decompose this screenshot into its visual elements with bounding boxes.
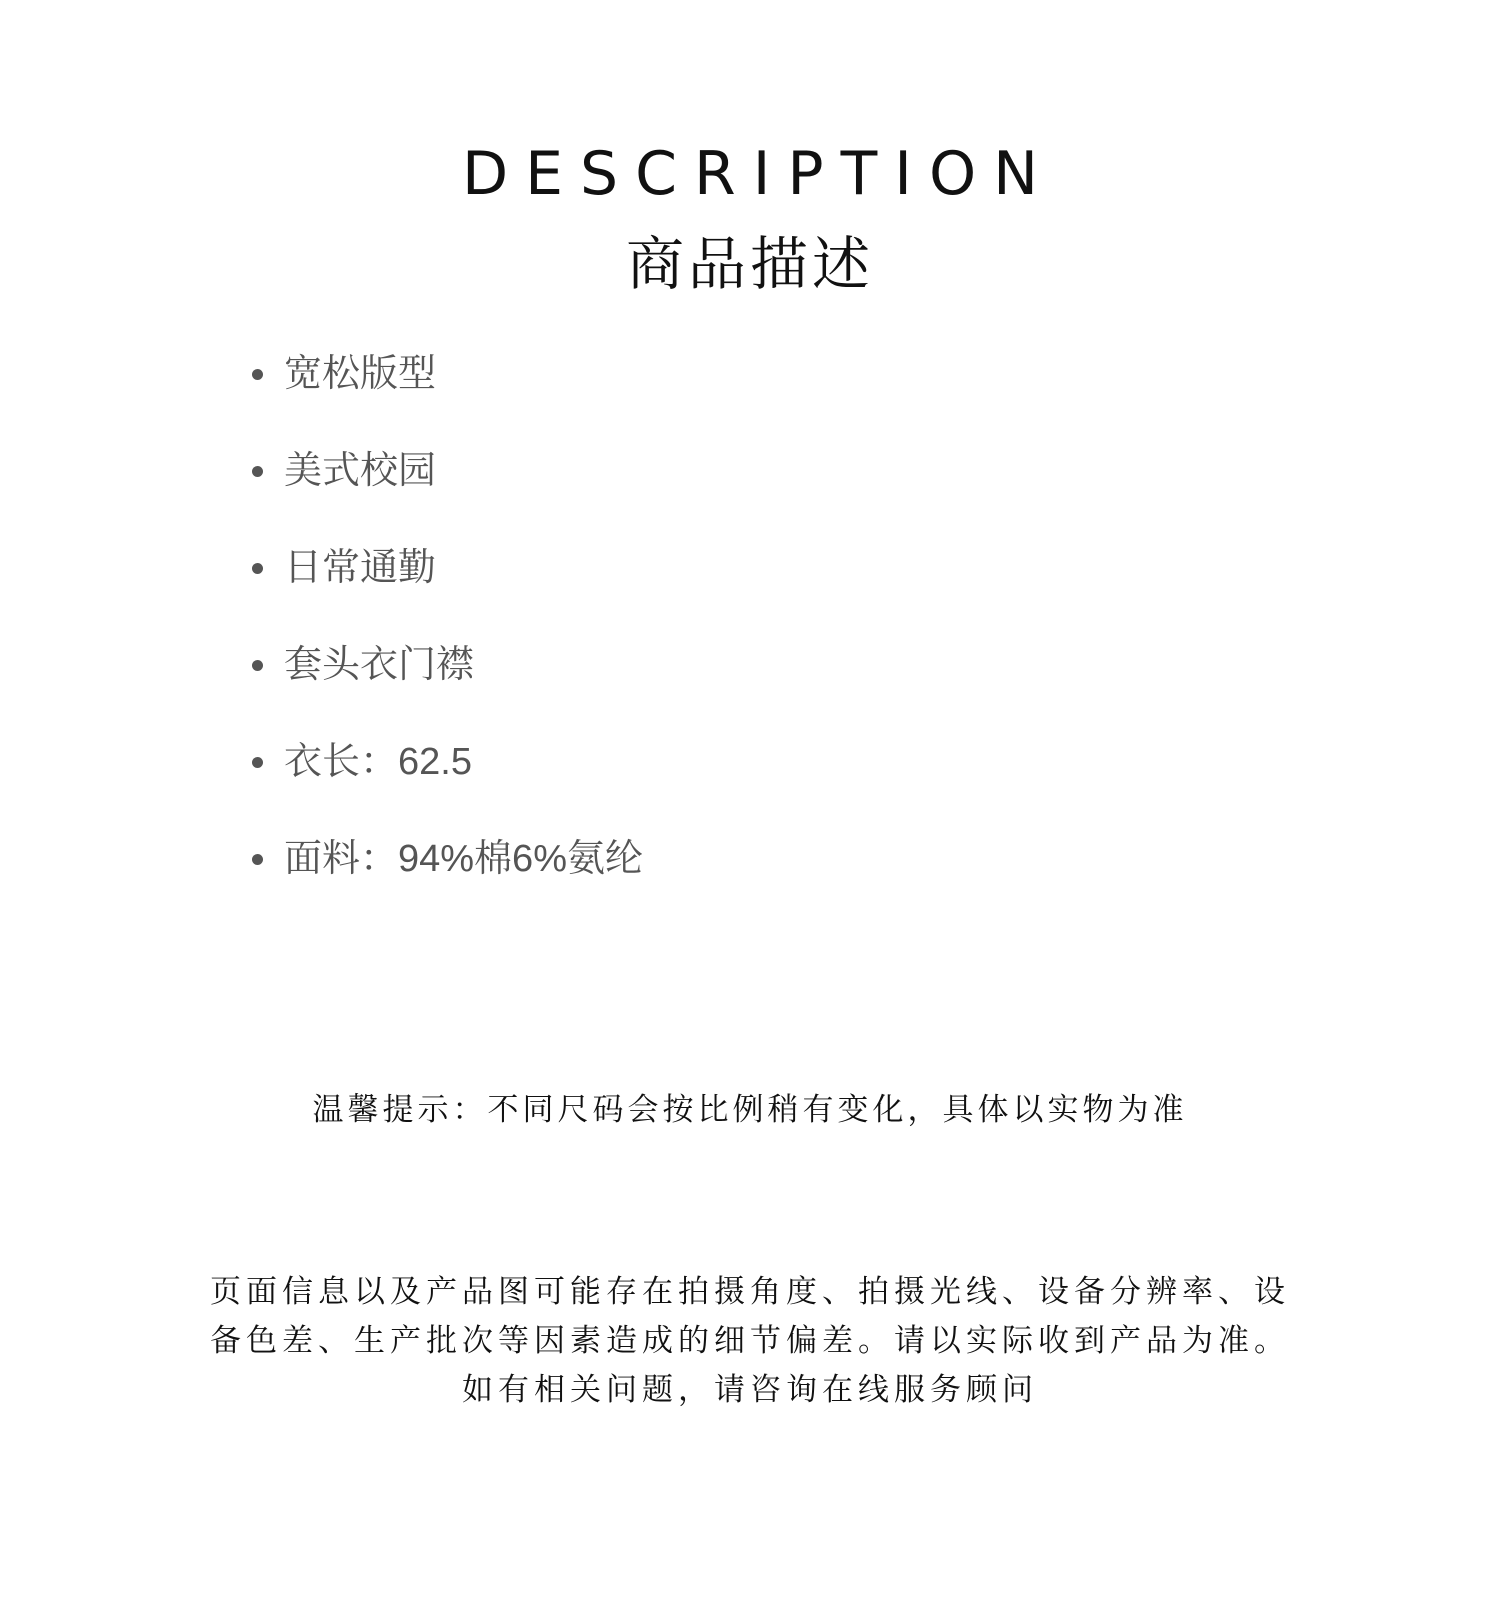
list-item	[252, 738, 643, 835]
notice-line: 如有相关问题，请咨询在线服务顾问	[462, 1372, 1038, 1408]
feature-text: 美式校园	[284, 450, 437, 492]
bullet-icon	[252, 369, 263, 380]
bullet-icon	[252, 757, 263, 768]
bullet-icon	[252, 660, 263, 671]
list-item	[252, 350, 643, 447]
list-item	[252, 835, 643, 932]
list-item	[252, 544, 643, 641]
feature-text: 衣长：62.5	[284, 741, 472, 783]
feature-text: 套头衣门襟	[284, 644, 475, 686]
notice-line: 备色差、生产批次等因素造成的细节偏差。请以实际收到产品为准。	[210, 1323, 1290, 1359]
disclaimer-notice	[190, 1268, 1310, 1415]
bullet-icon	[252, 854, 263, 865]
size-tip: 温馨提示：不同尺码会按比例稍有变化，具体以实物为准	[312, 1092, 1188, 1128]
list-item	[252, 641, 643, 738]
notice-line: 页面信息以及产品图可能存在拍摄角度、拍摄光线、设备分辨率、设	[210, 1274, 1290, 1310]
list-item	[252, 447, 643, 544]
feature-text: 宽松版型	[284, 353, 437, 395]
page-title-zh: 商品描述	[625, 230, 874, 298]
page-title-en: DESCRIPTION	[461, 139, 1056, 209]
feature-text: 面料：94%棉6%氨纶	[284, 838, 643, 880]
feature-text: 日常通勤	[284, 547, 437, 589]
bullet-icon	[252, 563, 263, 574]
bullet-icon	[252, 466, 263, 477]
feature-list	[252, 350, 643, 932]
